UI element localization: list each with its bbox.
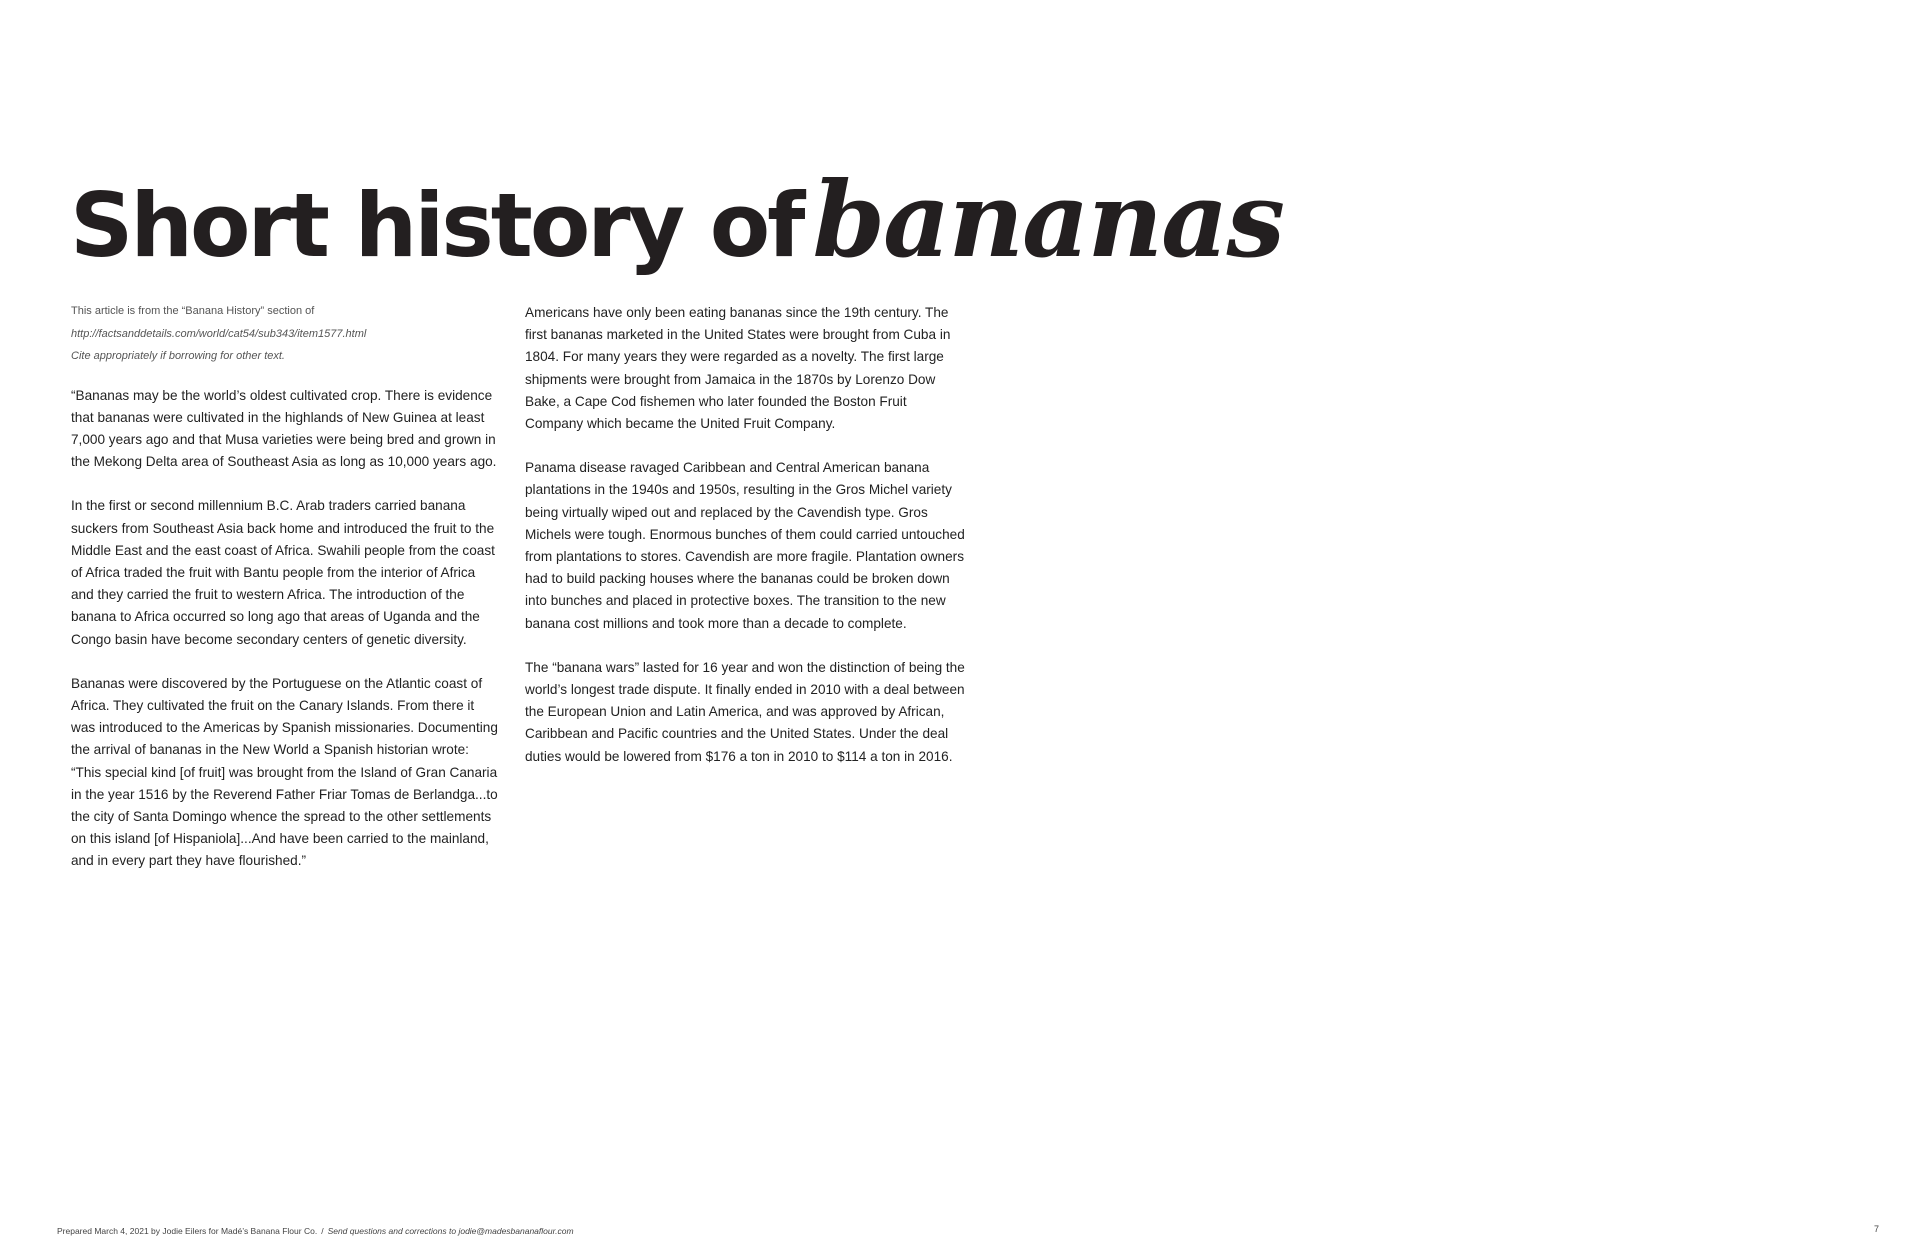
right-column <box>525 302 965 790</box>
paragraph-oldest-crop: “Bananas may be the world’s oldest cultivated crop. There is evidence that bananas were cultivated in the highlands of New Guinea at least 7,000 years ago and that Musa varieties were being bred and grown in the Mekong Delta area of Southeast Asia as long as 10,000 years ago. <box>71 387 497 470</box>
title-main-text: Short history of <box>70 174 803 277</box>
paragraph-arab-traders: In the first or second millennium B.C. Arab traders carried banana suckers from Southeast Asia back home and introduced the fruit to the Middle East and the east coast of Africa. Swahili people from the coast of Africa traded the fruit with Bantu people from the interior of Africa and they carried the fruit to western Africa. The introduction of the banana to Africa occurred so long ago that areas of Uganda and the Congo basin have become secondary centers of genetic diversity. <box>71 498 495 647</box>
paragraph-portuguese-discovery: Bananas were discovered by the Portuguese on the Atlantic coast of Africa. They cultivated the fruit on the Canary Islands. From there it was introduced to the Americas by Spanish missionaries. Documenting the arrival of bananas in the New World a Spanish historian wrote: “This special kind [of fruit] was brought from the Island of Gran Canaria in the year 1516 by the Reverend Father Friar Tomas de Berlandga...to the city of Santa Domingo whence the spread to the other settlements on this island [of Hispaniola]...And have been carried to the mainland, and in every part they have flourished.” <box>71 675 498 869</box>
cite-note: Cite appropriately if borrowing for other text. <box>71 350 285 362</box>
page-title <box>70 158 1284 281</box>
title-script-text: bananas <box>812 158 1284 281</box>
footer-credit <box>57 1226 574 1236</box>
source-note-intro: This article is from the “Banana History” section of <box>71 305 315 317</box>
paragraph-americans: Americans have only been eating bananas since the 19th century. The first bananas marketed in the United States were brought from Cuba in 1804. For many years they were regarded as a novelty. The first large shipments were brought from Jamaica in the 1870s by Lorenzo Dow Bake, a Cape Cod fishemen who later founded the Boston Fruit Company which became the United Fruit Company. <box>525 305 951 432</box>
page-number: 7 <box>1874 1224 1880 1234</box>
footer-contact: Send questions and corrections to jodie@madesbananaflour.com <box>327 1226 574 1236</box>
paragraph-panama-disease: Panama disease ravaged Caribbean and Central American banana plantations in the 1940s and 1950s, resulting in the Gros Michel variety being virtually wiped out and replaced by the Cavendish type. Gros Michels were tough. Enormous bunches of them could carried untouched from plantations to stores. Cavendish are more fragile. Plantation owners had to build packing houses where the bananas could be broken down into bunches and placed in protective boxes. The transition to the new banana cost millions and took more than a decade to complete. <box>525 460 965 631</box>
paragraph-banana-wars: The “banana wars” lasted for 16 year and won the distinction of being the world’s longest trade dispute. It finally ended in 2010 with a deal between the European Union and Latin America, and was approved by African, Caribbean and Pacific countries and the United States. Under the deal duties would be lowered from $176 a ton in 2010 to $114 a ton in 2016. <box>525 659 965 764</box>
footer-prepared-by: Prepared March 4, 2021 by Jodie Eilers for Madé’s Banana Flour Co. <box>57 1226 318 1236</box>
source-url: http://factsanddetails.com/world/cat54/sub343/item1577.html <box>71 327 367 340</box>
left-column <box>71 300 501 895</box>
source-note <box>71 300 501 368</box>
footer-separator: / <box>321 1226 324 1236</box>
